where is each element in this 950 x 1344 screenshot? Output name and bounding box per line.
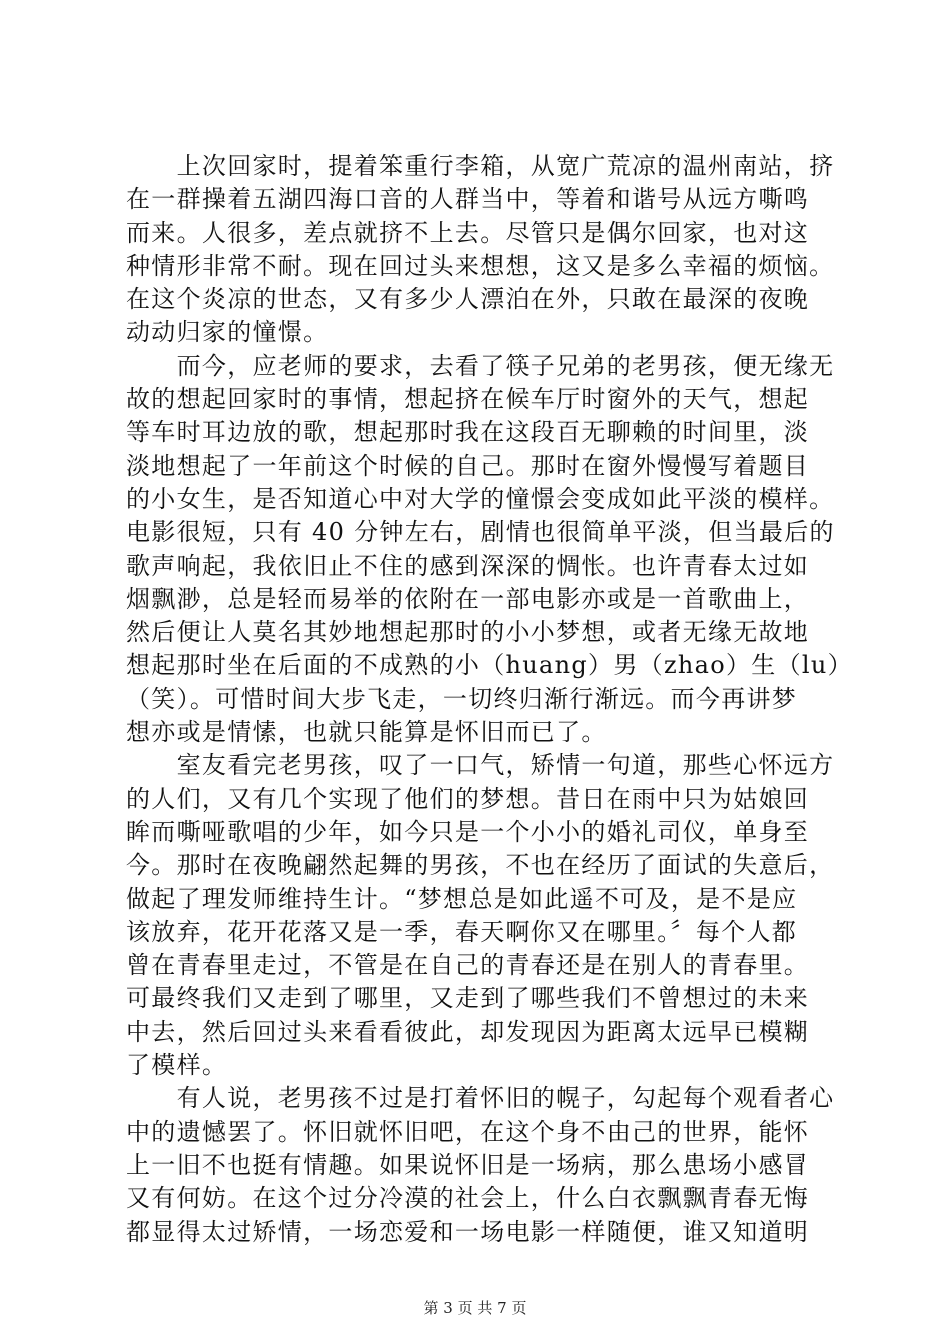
text-line: 想亦或是情愫，也就只能算是怀旧而已了。 (126, 718, 607, 747)
text-line: 了模样。 (126, 1051, 228, 1080)
text-line: 可最终我们又走到了哪里，又走到了哪些我们不曾想过的未来 (126, 984, 810, 1013)
text-line: 上次回家时，提着笨重行李箱，从宽广荒凉的温州南站，挤 (126, 152, 835, 180)
body-text (126, 150, 853, 1249)
text-line: 中的遗憾罢了。怀旧就怀旧吧，在这个身不由己的世界，能怀 (126, 1117, 810, 1146)
text-line: 中去，然后回过头来看看彼此，却发现因为距离太远早已模糊 (126, 1017, 810, 1046)
text-line: （笑）。可惜时间大步飞走，一切终归渐行渐远。而今再讲梦 (126, 684, 798, 713)
text-line: 在一群操着五湖四海口音的人群当中，等着和谐号从远方嘶鸣 (126, 185, 810, 214)
text-line: 室友看完老男孩，叹了一口气，矫情一句道，那些心怀远方 (126, 751, 835, 780)
text-line: 烟飘渺，总是轻而易举的依附在一部电影亦或是一首歌曲上， (126, 584, 810, 613)
text-line: 又有何妨。在这个过分冷漠的社会上，什么白衣飘飘青春无悔 (126, 1184, 810, 1213)
text-line: 动动归家的憧憬。 (126, 318, 329, 347)
text-line: 做起了理发师维持生计。“梦想总是如此遥不可及，是不是应 (126, 884, 798, 913)
text-line: 种情形非常不耐。现在回过头来想想，这又是多么幸福的烦恼。 (126, 251, 835, 280)
text-line: 有人说，老男孩不过是打着怀旧的幌子，勾起每个观看者心 (126, 1084, 835, 1113)
text-line: 今。那时在夜晚翩然起舞的男孩，不也在经历了面试的失意后， (126, 851, 835, 880)
text-line: 电影很短，只有 40 分钟左右，剧情也很简单平淡，但当最后的 (126, 518, 835, 547)
text-line: 都显得太过矫情，一场恋爱和一场电影一样随便，谁又知道明 (126, 1217, 810, 1246)
text-line: 曾在青春里走过，不管是在自己的青春还是在别人的青春里。 (126, 951, 810, 980)
text-line: 而今，应老师的要求，去看了筷子兄弟的老男孩，便无缘无 (126, 351, 835, 380)
text-line: 想起那时坐在后面的不成熟的小（huang）男（zhao）生（lu） (126, 651, 853, 680)
text-line: 淡地想起了一年前这个时候的自己。那时在窗外慢慢写着题目 (126, 451, 810, 480)
text-line: 眸而嘶哑歌唱的少年，如今只是一个小小的婚礼司仪，单身至 (126, 817, 810, 846)
text-line: 然后便让人莫名其妙地想起那时的小小梦想，或者无缘无故地 (126, 618, 810, 647)
text-line: 故的想起回家时的事情，想起挤在候车厅时窗外的天气，想起 (126, 385, 810, 414)
text-line: 歌声响起，我依旧止不住的感到深深的惆怅。也许青春太过如 (126, 551, 810, 580)
text-line: 的小女生，是否知道心中对大学的憧憬会变成如此平淡的模样。 (126, 484, 835, 513)
text-line: 而来。人很多，差点就挤不上去。尽管只是偶尔回家，也对这 (126, 218, 810, 247)
text-line: 在这个炎凉的世态，又有多少人漂泊在外，只敢在最深的夜晚 (126, 285, 810, 314)
page-footer: 第 3 页 共 7 页 (423, 1299, 527, 1317)
text-line: 的人们，又有几个实现了他们的梦想。昔日在雨中只为姑娘回 (126, 784, 810, 813)
text-line: 上一旧不也挺有情趣。如果说怀旧是一场病，那么患场小感冒 (126, 1150, 810, 1179)
text-line: 该放弃，花开花落又是一季，春天啊你又在哪里。〞每个人都 (126, 917, 798, 946)
text-line: 等车时耳边放的歌，想起那时我在这段百无聊赖的时间里，淡 (126, 418, 810, 447)
